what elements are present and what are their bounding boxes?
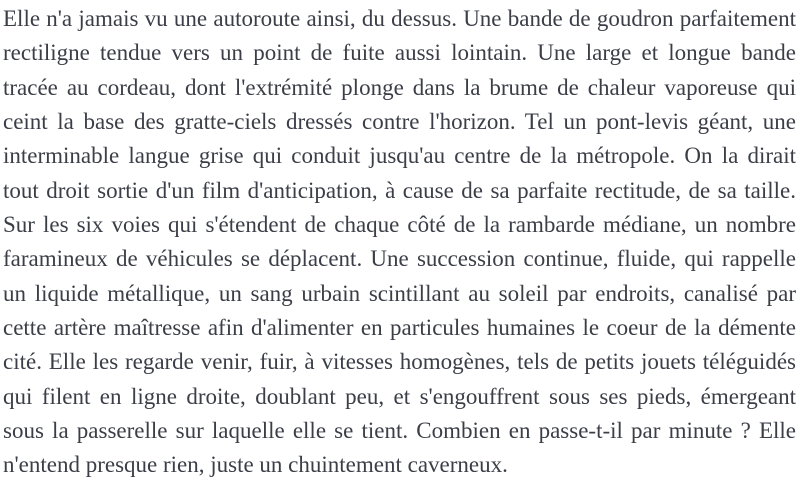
text-line: qui filent en ligne droite, doublant peu, et s'engouffrent sous ses pieds, émergeant [3,383,796,409]
text-line: un liquide métallique, un sang urbain scintillant au soleil par endroits, canalisé par [3,280,796,306]
text-line: n'entend presque rien, juste un chuintement caverneux. [3,452,508,478]
text-line: Sur les six voies qui s'étendent de chaque côté de la rambarde médiane, un nombre [3,212,796,238]
text-line: cette artère maîtresse afin d'alimenter en particules humaines le coeur de la démente [3,315,796,341]
text-line: rectiligne tendue vers un point de fuite aussi lointain. Une large et longue bande [3,40,796,66]
text-line: tout droit sortie d'un film d'anticipation, à cause de sa parfaite rectitude, de sa taille. [3,177,796,203]
text-line: faramineux de véhicules se déplacent. Une succession continue, fluide, qui rappelle [3,246,796,272]
paragraph [3,2,796,483]
text-line: ceint la base des gratte-ciels dressés contre l'horizon. Tel un pont-levis géant, une [3,109,796,135]
text-line: sous la passerelle sur laquelle elle se tient. Combien en passe-t-il par minute ? Elle [3,418,796,444]
text-line: interminable langue grise qui conduit jusqu'au centre de la métropole. On la dirait [3,143,796,169]
text-line: Elle n'a jamais vu une autoroute ainsi, du dessus. Une bande de goudron parfaitement [3,6,796,31]
text-line: cité. Elle les regarde venir, fuir, à vitesses homogènes, tels de petits jouets téléguidés [3,349,796,375]
text-line: tracée au cordeau, dont l'extrémité plonge dans la brume de chaleur vaporeuse qui [3,74,796,100]
